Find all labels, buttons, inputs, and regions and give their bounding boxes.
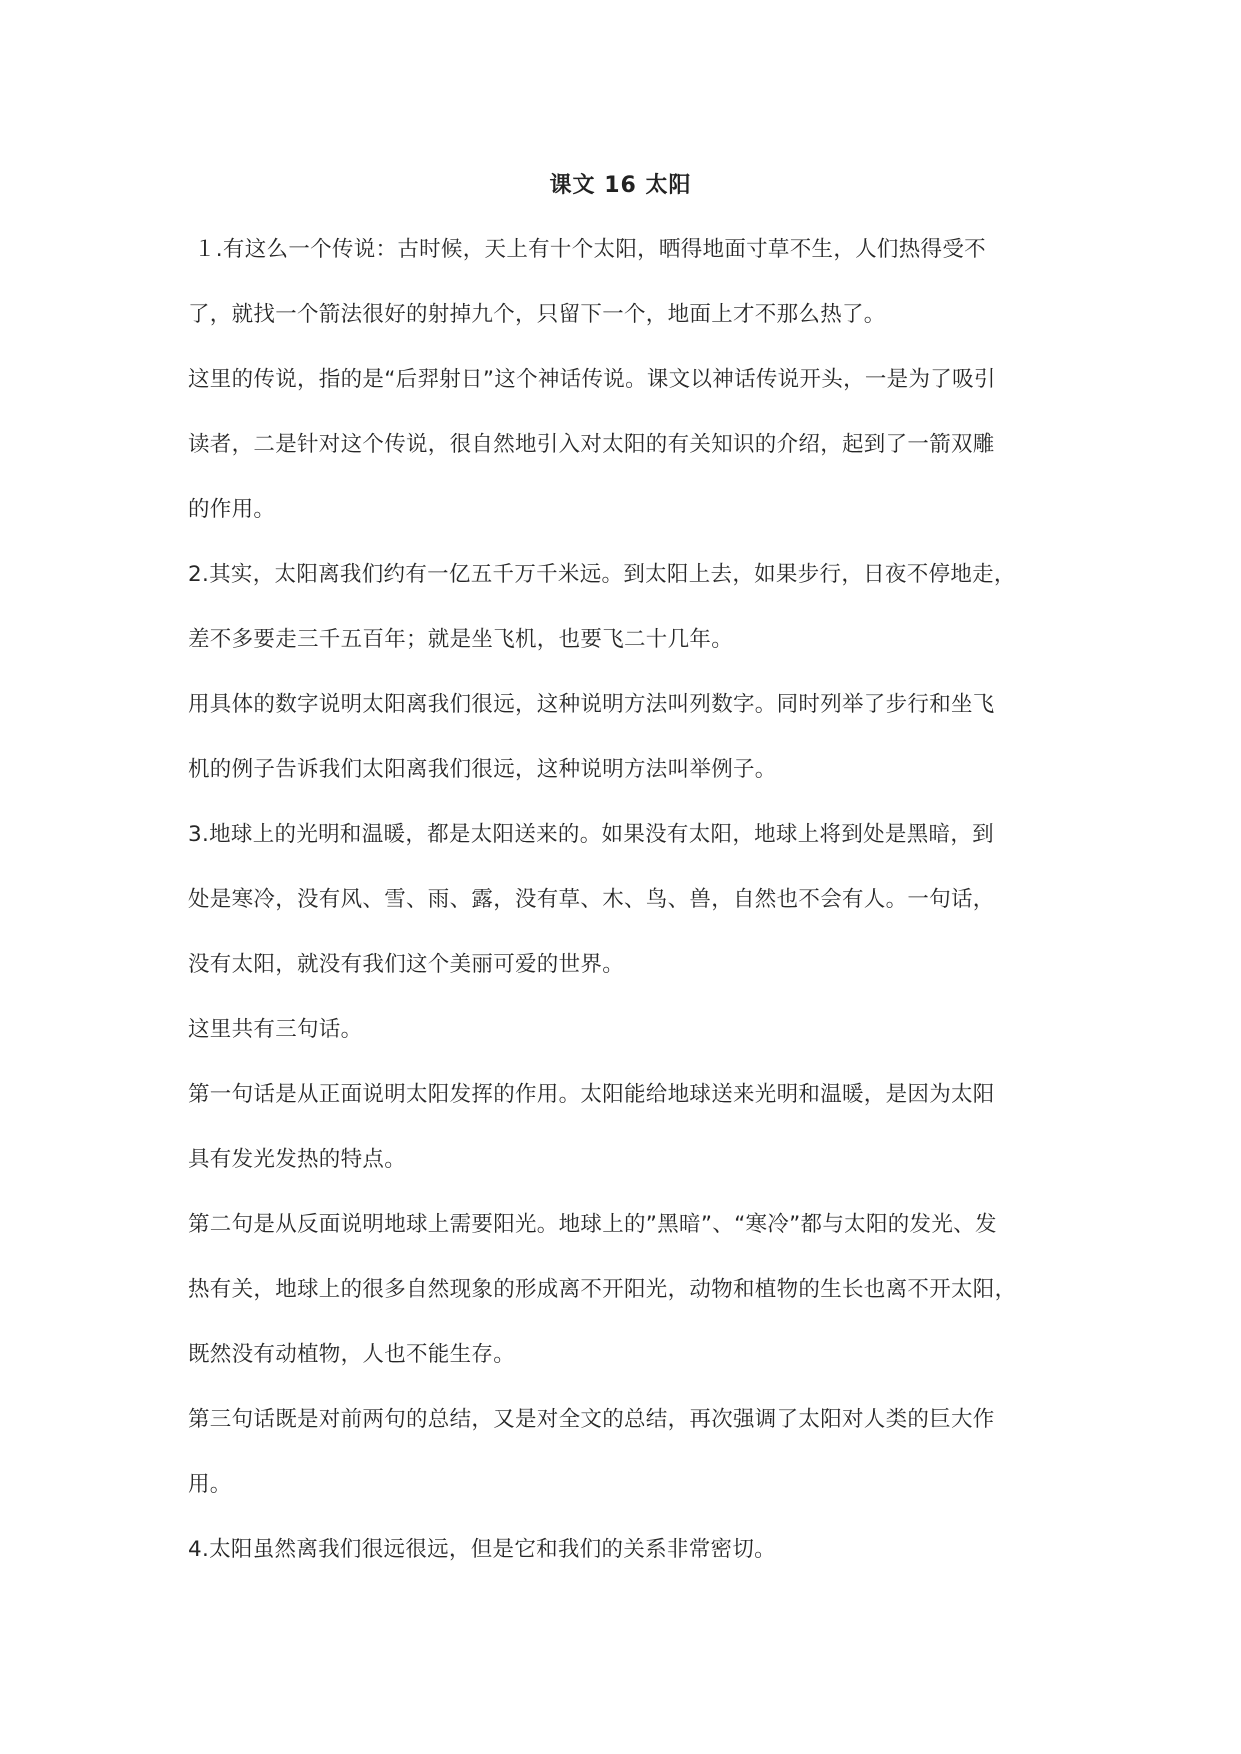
text-line: 的作用。 (188, 497, 276, 522)
text-line: 具有发光发热的特点。 (188, 1147, 407, 1172)
text-line: 用。 (188, 1472, 232, 1497)
document-body (188, 228, 1058, 1593)
text-line: 机的例子告诉我们太阳离我们很远，这种说明方法叫举例子。 (188, 757, 777, 782)
text-line: １.有这么一个传说：古时候，天上有十个太阳，晒得地面寸草不生，人们热得受不 (194, 237, 986, 262)
text-line: 这里共有三句话。 (188, 1017, 363, 1042)
text-line: 第一句话是从正面说明太阳发挥的作用。太阳能给地球送来光明和温暖，是因为太阳 (188, 1082, 995, 1107)
text-line: 用具体的数字说明太阳离我们很远，这种说明方法叫列数字。同时列举了步行和坐飞 (188, 692, 995, 717)
text-line: 这里的传说，指的是“后羿射日”这个神话传说。课文以神话传说开头，一是为了吸引 (188, 367, 996, 392)
text-line: 处是寒冷，没有风、雪、雨、露，没有草、木、鸟、兽，自然也不会有人。一句话， (188, 887, 995, 912)
text-line: 2.其实，太阳离我们约有一亿五千万千米远。到太阳上去，如果步行，日夜不停地走， (188, 562, 1016, 587)
text-line: 读者，二是针对这个传说，很自然地引入对太阳的有关知识的介绍，起到了一箭双雕 (188, 432, 995, 457)
text-line: 热有关，地球上的很多自然现象的形成离不开阳光，动物和植物的生长也离不开太阳， (188, 1277, 1017, 1302)
text-line: 了，就找一个箭法很好的射掉九个，只留下一个，地面上才不那么热了。 (188, 302, 886, 327)
text-line: 第二句是从反面说明地球上需要阳光。地球上的”黑暗”、“寒冷”都与太阳的发光、发 (188, 1212, 997, 1237)
text-line: 第三句话既是对前两句的总结，又是对全文的总结，再次强调了太阳对人类的巨大作 (188, 1407, 995, 1432)
text-line: 既然没有动植物，人也不能生存。 (188, 1342, 516, 1367)
text-line: 没有太阳，就没有我们这个美丽可爱的世界。 (188, 952, 625, 977)
text-line: 3.地球上的光明和温暖，都是太阳送来的。如果没有太阳，地球上将到处是黑暗，到 (188, 822, 994, 847)
document-title: 课文 16 太阳 (549, 173, 692, 198)
text-line: 差不多要走三千五百年；就是坐飞机，也要飞二十几年。 (188, 627, 734, 652)
text-line: 4.太阳虽然离我们很远很远，但是它和我们的关系非常密切。 (188, 1537, 776, 1562)
